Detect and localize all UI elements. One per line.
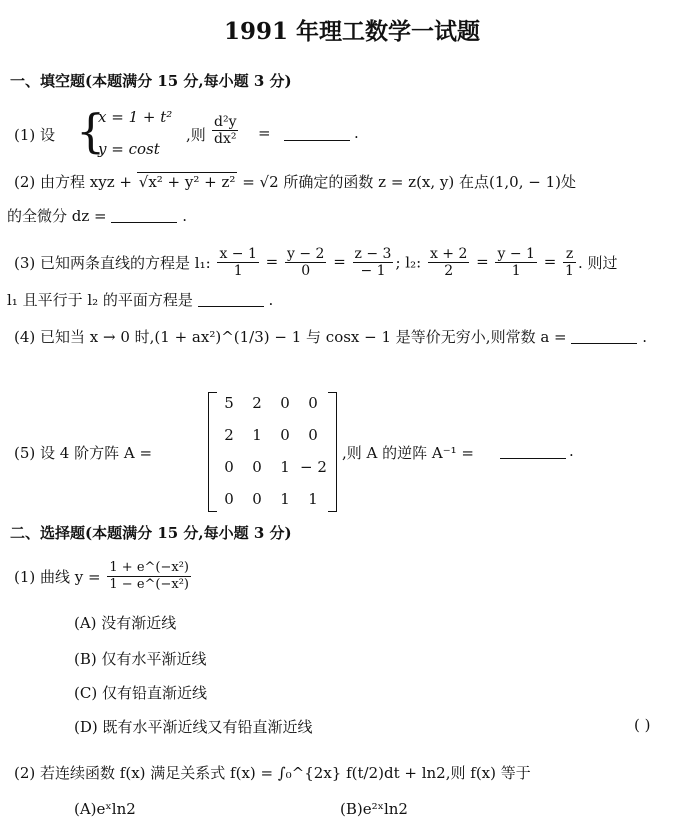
- q1-3-line1: (3) 已知两条直线的方程是 l₁: $\frac{x - 1}{1}$ = $\frac{y - 2}{0}$ = $\frac{z - 3}{- 1}$ ; l₂: $\frac{x + 2}{2}$ = $\frac{y - 1}{1}$ = $\frac{z}{1}$ . 则过: [14, 246, 618, 279]
- q2-1-lead: (1) 曲线 y =: [14, 568, 101, 586]
- section-2-heading: 二、选择题(本题满分 15 分,每小题 3 分): [10, 524, 292, 542]
- q1-1-dden: dx²: [214, 131, 237, 147]
- q1-4: [14, 326, 647, 347]
- frac-den: − 1: [360, 263, 386, 279]
- q2-1-option-c: (C) 仅有铅直渐近线: [74, 684, 207, 702]
- q1-5: [14, 390, 634, 518]
- q2-1-answer-paren: ( ): [634, 716, 651, 734]
- q1-2-text-b: = √2 所确定的函数 z = z(x, y) 在点(1,0, − 1)处: [242, 173, 576, 191]
- frac-num: y − 2: [286, 246, 325, 262]
- q1-1-y-eq: y = cost: [98, 140, 160, 158]
- matrix-cell: 0: [308, 426, 318, 444]
- q2-1-option-d: (D) 既有水平渐近线又有铅直渐近线: [74, 718, 313, 736]
- q2-1-num: 1 + e^(−x²): [109, 560, 189, 575]
- q1-1-x-eq: x = 1 + t²: [98, 108, 173, 126]
- q2-1-den: 1 − e^(−x²): [109, 577, 189, 592]
- matrix-cell: 2: [224, 426, 234, 444]
- q1-2-end: .: [182, 207, 187, 225]
- section-1-heading: 一、填空题(本题满分 15 分,每小题 3 分): [10, 72, 292, 90]
- q2-1: [14, 560, 193, 593]
- q1-4-end: .: [642, 328, 647, 346]
- matrix-cell: 1: [280, 458, 290, 476]
- frac-den: 2: [444, 263, 454, 279]
- frac-den: 1: [511, 263, 521, 279]
- frac-den: 0: [301, 263, 311, 279]
- matrix-cell: − 2: [300, 458, 327, 476]
- matrix-cell: 1: [308, 490, 318, 508]
- q1-3-tail: . 则过: [577, 254, 618, 272]
- q1-3-plane: l₁ 且平行于 l₂ 的平面方程是: [7, 291, 193, 309]
- q1-1-end: .: [354, 124, 359, 142]
- q2-1-option-a: (A) 没有渐近线: [74, 614, 177, 632]
- q2-2: (2) 若连续函数 f(x) 满足关系式 f(x) = ∫₀^{2x} f(t/2)dt + ln2,则 f(x) 等于: [14, 764, 531, 782]
- q1-3-end: .: [268, 291, 274, 309]
- q2-2-option-b: (B)e²ˣln2: [340, 800, 408, 818]
- q1-1-eq: =: [258, 124, 271, 142]
- paper-title: 1991 年理工数学一试题: [224, 18, 481, 45]
- q1-2-text-a: (2) 由方程 xyz +: [14, 173, 132, 191]
- q2-2-option-a: (A)eˣln2: [74, 800, 136, 818]
- q1-2-line2: [7, 205, 187, 226]
- frac-num: z − 3: [354, 246, 392, 262]
- q1-1-then: ,则: [186, 126, 206, 144]
- q1-1-derivative: [212, 114, 238, 147]
- matrix-cell: 0: [224, 458, 234, 476]
- matrix-cell: 0: [252, 490, 262, 508]
- q1-5-end: .: [569, 442, 574, 460]
- matrix-cell: 2: [252, 394, 262, 412]
- q1-5-tail: ,则 A 的逆阵 A⁻¹ =: [342, 444, 475, 462]
- frac-num: z: [563, 246, 576, 263]
- q1-5-lead: (5) 设 4 阶方阵 A =: [14, 444, 153, 462]
- q1-1-blank: [284, 126, 350, 141]
- matrix-cell: 5: [224, 394, 234, 412]
- matrix-cell: 1: [252, 426, 262, 444]
- q1-3-blank: [198, 292, 264, 307]
- frac-num: y − 1: [497, 246, 535, 262]
- q1-3-line2: [7, 289, 273, 310]
- matrix-cell: 0: [224, 490, 234, 508]
- q1-3-lead: (3) 已知两条直线的方程是 l₁:: [14, 254, 211, 272]
- q1-1-num: (1) 设: [14, 126, 56, 144]
- frac-num: x + 2: [429, 246, 468, 262]
- frac-den: 1: [233, 263, 243, 279]
- q1-4-blank: [571, 329, 637, 344]
- frac-num: x − 1: [219, 246, 257, 262]
- q1-1-dnum: d²y: [214, 114, 237, 130]
- q1-2-line1: [14, 171, 576, 192]
- matrix-cell: 0: [252, 458, 262, 476]
- q1-2-sqrt-body: x² + y² + z²: [148, 173, 236, 191]
- matrix-cell: 0: [280, 426, 290, 444]
- q1-2-blank: [111, 208, 177, 223]
- frac-den: 1: [565, 263, 574, 279]
- q1-2-dz: 的全微分 dz =: [7, 207, 107, 225]
- matrix-cell: 1: [280, 490, 290, 508]
- q1-3-mid: ; l₂:: [395, 253, 422, 272]
- matrix-cell: 0: [280, 394, 290, 412]
- matrix-cell: 0: [308, 394, 318, 412]
- q1-4-text: (4) 已知当 x → 0 时,(1 + ax²)^(1/3) − 1 与 cosx − 1 是等价无穷小,则常数 a =: [14, 328, 567, 346]
- q2-1-option-b: (B) 仅有水平渐近线: [74, 650, 207, 668]
- matrix-A: [212, 390, 332, 514]
- sqrt-expression: √x² + y² + z²: [138, 173, 236, 191]
- q1-5-blank: [500, 444, 566, 459]
- brace-icon: {: [76, 104, 106, 158]
